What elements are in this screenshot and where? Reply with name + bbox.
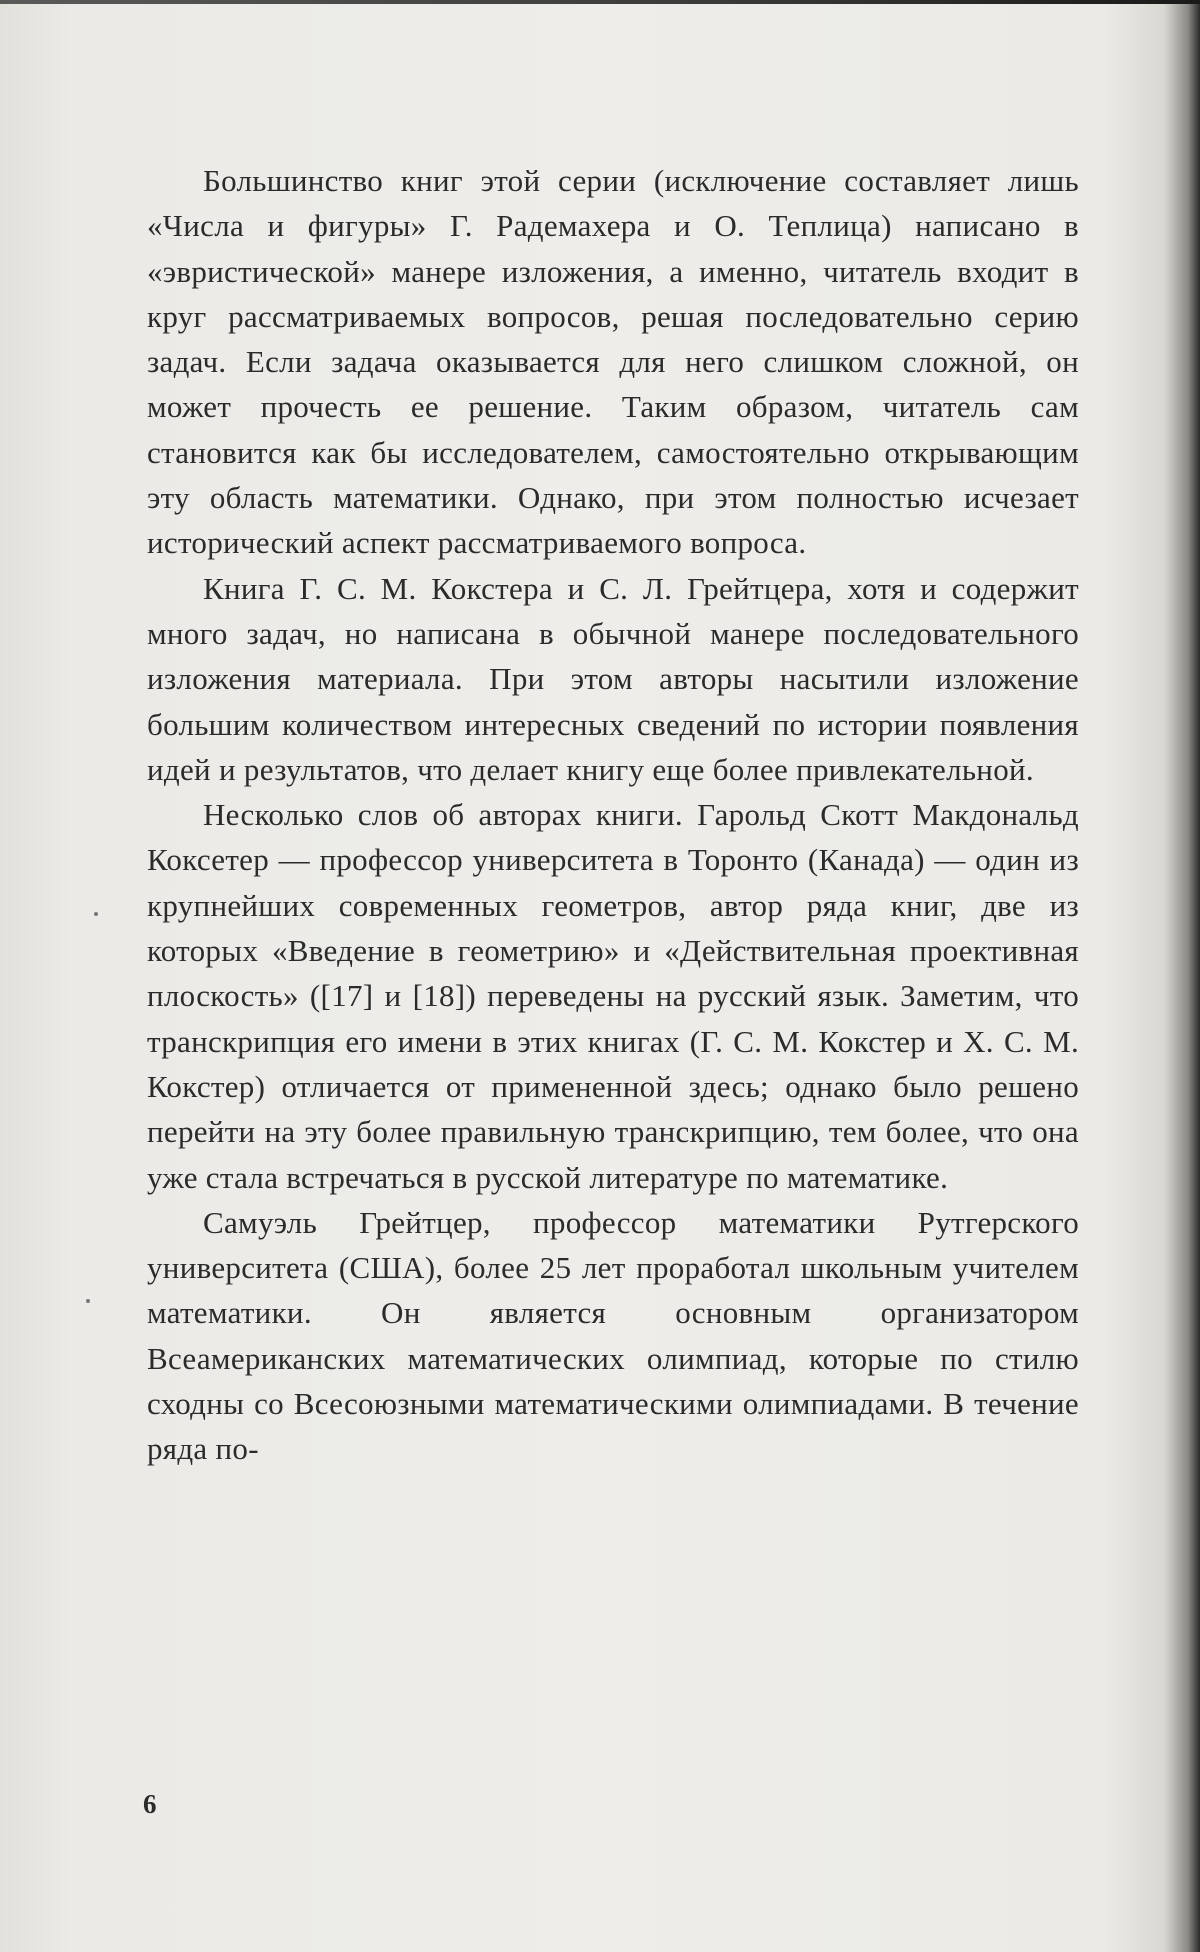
print-speck [86,1299,90,1303]
paragraph-coxeter-bio: Несколько слов об авторах книги. Гарольд Скотт Макдональд Коксетер — профессор университета в Торонто (Канада) — один из крупнейших современных геометров, автор ряда книг, две из которых «Введение в геометрию» и «Действительная проективная плоскость» ([17] и [18]) переведены на русский язык. Заметим, что транскрипция его имени в этих книгах (Г. С. М. Кокстер и Х. С. М. Кокстер) отличается от примененной здесь; однако было решено перейти на эту более правильную транскрипцию, тем более, что она уже стала встречаться в русской литературе по математике. [147,797,1079,1195]
paragraph-book-description: Книга Г. С. М. Кокстера и С. Л. Грейтцера, хотя и содержит много задач, но написана в обычной манере последовательного изложения материала. При этом авторы насытили изложение большим количеством интересных сведений по истории появления идей и результатов, что делает книгу еще более привлекательной. [147,570,1079,787]
print-speck [94,912,98,916]
page-number: 6 [143,1789,157,1819]
paragraph-greitzer-bio: Самуэль Грейтцер, профессор математики Рутгерского университета (США), более 25 лет проработал школьным учителем математики. Он является основным организатором Всеамериканских математических олимпиад, которые по стилю сходны со Всесоюзными математическими олимпиадами. В течение ряда по- [147,1204,1079,1467]
page-top-edge [0,0,1200,4]
paragraph-series-description: Большинство книг этой серии (исключение составляет лишь «Числа и фигуры» Г. Радемахера и О. Теплица) написано в «эвристической» манере изложения, а именно, читатель входит в круг рассматриваемых вопросов, решая последовательно серию задач. Если задача оказывается для него слишком сложной, он может прочесть ее решение. Таким образом, читатель сам становится как бы исследователем, самостоятельно открывающим эту область математики. Однако, при этом полностью исчезает исторический аспект рассматриваемого вопроса. [147,163,1079,561]
body-text [147,158,1079,1472]
